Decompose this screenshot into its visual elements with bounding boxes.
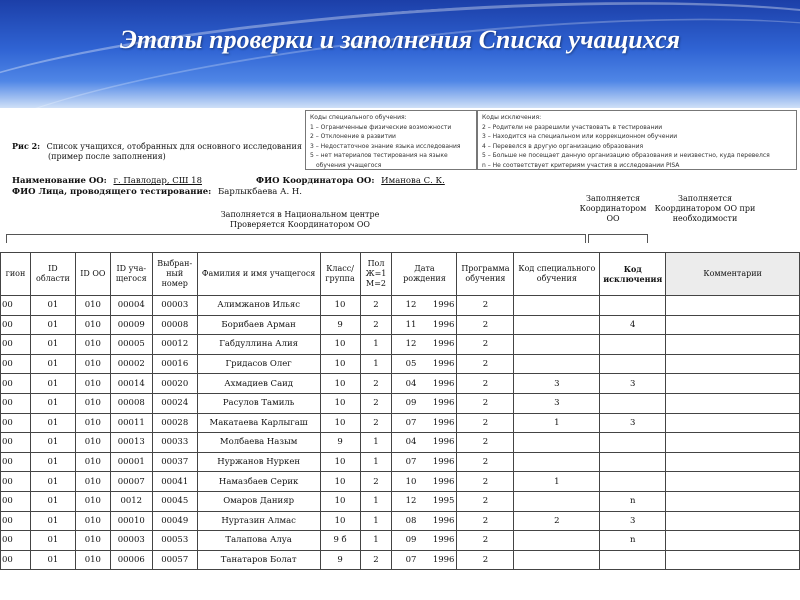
special-code-item: обучения учащегося: [316, 161, 382, 169]
special-code-item: 2 – Отклонение в развитии: [310, 133, 396, 140]
table-row: [1, 335, 800, 355]
org-label: Наименование ОО:: [12, 176, 107, 186]
optional-note-line2: Координатором ОО при: [654, 204, 756, 213]
cell-region-id: 01: [30, 335, 75, 355]
cell-school-id: 010: [75, 452, 110, 472]
header-exclusion-code: Код исключения: [600, 253, 666, 296]
special-code-item: 3 – Недостаточное знание языка исследования: [310, 142, 461, 150]
table-row: [1, 452, 800, 472]
table-body: [1, 296, 800, 570]
cell-exclusion-code: [600, 393, 666, 413]
birth-month: 04: [405, 378, 417, 389]
birth-year: 1996: [432, 319, 455, 330]
tester-line: [12, 187, 302, 197]
exclusion-codes-header: Коды исключения:: [482, 114, 542, 121]
cell-program: 2: [457, 393, 514, 413]
birth-year: 1996: [432, 476, 455, 487]
cell-grade: 9: [320, 315, 360, 335]
optional-note-line1: Заполняется: [677, 194, 733, 203]
cell-region-id: 01: [30, 433, 75, 453]
coordinator-note-line1: Заполняется: [585, 194, 641, 203]
cell-program: 2: [457, 296, 514, 316]
cell-comments: [666, 531, 800, 551]
cell-student-name: Алимжанов Ильяс: [197, 296, 320, 316]
cell-student-name: Борибаев Арман: [197, 315, 320, 335]
cell-exclusion-code: n: [600, 491, 666, 511]
table-row: [1, 511, 800, 531]
cell-special-code: 3: [514, 374, 600, 394]
cell-region: 00: [1, 452, 31, 472]
cell-birth-date: [392, 374, 457, 394]
cell-region-id: 01: [30, 413, 75, 433]
cell-birth-date: [392, 472, 457, 492]
cell-selected-number: 00041: [152, 472, 197, 492]
cell-region: 00: [1, 550, 31, 570]
cell-exclusion-code: [600, 452, 666, 472]
figure-caption: [12, 141, 302, 151]
birth-year: 1996: [432, 555, 455, 566]
cell-program: 2: [457, 354, 514, 374]
birth-year: 1996: [432, 300, 455, 311]
birth-month: 08: [405, 515, 417, 526]
table-row: [1, 472, 800, 492]
cell-birth-date: [392, 393, 457, 413]
birth-month: 05: [405, 359, 417, 370]
coordinator-brace: [588, 234, 648, 243]
cell-birth-date: [392, 296, 457, 316]
special-codes-header: Коды специального обучения:: [310, 114, 407, 121]
coordinator-value: Иманова С. К.: [381, 176, 445, 186]
birth-month: 12: [405, 339, 417, 350]
cell-program: 2: [457, 335, 514, 355]
cell-grade: 10: [320, 296, 360, 316]
cell-program: 2: [457, 315, 514, 335]
cell-region: 00: [1, 472, 31, 492]
cell-gender: 1: [360, 491, 392, 511]
cell-birth-date: [392, 315, 457, 335]
cell-region: 00: [1, 413, 31, 433]
coordinator-line: [256, 176, 445, 186]
cell-program: 2: [457, 531, 514, 551]
cell-program: 2: [457, 433, 514, 453]
header-region-id: ID области: [30, 253, 75, 296]
cell-birth-date: [392, 452, 457, 472]
cell-special-code: [514, 452, 600, 472]
exclusion-code-item: 4 – Перевелся в другую организацию образования: [482, 142, 644, 150]
birth-month: 12: [405, 300, 417, 311]
cell-special-code: [514, 531, 600, 551]
table-row: [1, 296, 800, 316]
cell-student-id: 00003: [110, 531, 152, 551]
cell-region: 00: [1, 433, 31, 453]
cell-comments: [666, 335, 800, 355]
cell-region: 00: [1, 511, 31, 531]
cell-birth-date: [392, 511, 457, 531]
cell-grade: 10: [320, 472, 360, 492]
header-student-id: ID уча-щегося: [110, 253, 152, 296]
birth-year: 1996: [432, 398, 455, 409]
cell-special-code: 1: [514, 413, 600, 433]
optional-note-line3: необходимости: [672, 214, 738, 223]
cell-grade: 10: [320, 374, 360, 394]
cell-selected-number: 00016: [152, 354, 197, 374]
org-line: [12, 176, 202, 186]
birth-month: 07: [405, 457, 417, 468]
cell-program: 2: [457, 491, 514, 511]
cell-student-id: 00004: [110, 296, 152, 316]
cell-exclusion-code: [600, 433, 666, 453]
cell-grade: 10: [320, 354, 360, 374]
exclusion-code-item: 5 – Больше не посещает данную организацию образования и неизвестно, куда перевелся: [482, 152, 770, 159]
birth-month: 04: [405, 437, 417, 448]
cell-exclusion-code: 4: [600, 315, 666, 335]
cell-gender: 1: [360, 531, 392, 551]
header-program: Программа обучения: [457, 253, 514, 296]
slide-banner: [0, 0, 800, 108]
table-row: [1, 433, 800, 453]
cell-grade: 10: [320, 491, 360, 511]
cell-comments: [666, 452, 800, 472]
cell-region-id: 01: [30, 393, 75, 413]
national-center-note: [210, 210, 390, 230]
cell-selected-number: 00024: [152, 393, 197, 413]
figure-label: Рис 2:: [12, 141, 41, 151]
exclusion-codes-box: [477, 110, 797, 170]
national-center-note-line1: Заполняется в Национальном центре: [220, 210, 380, 219]
cell-region-id: 01: [30, 296, 75, 316]
cell-exclusion-code: 3: [600, 413, 666, 433]
cell-gender: 2: [360, 296, 392, 316]
cell-selected-number: 00053: [152, 531, 197, 551]
cell-grade: 10: [320, 413, 360, 433]
cell-region-id: 01: [30, 491, 75, 511]
cell-student-name: Нуртазин Алмас: [197, 511, 320, 531]
cell-grade: 10: [320, 452, 360, 472]
header-region: гион: [1, 253, 31, 296]
coordinator-note: [570, 194, 656, 224]
header-school-id: ID ОО: [75, 253, 110, 296]
national-center-note-line2: Проверяется Координатором ОО: [230, 220, 370, 229]
table-row: [1, 413, 800, 433]
cell-student-id: 00005: [110, 335, 152, 355]
coordinator-note-line2: Координатором: [579, 204, 647, 213]
cell-grade: 9 б: [320, 531, 360, 551]
special-codes-box: [305, 110, 477, 170]
cell-school-id: 010: [75, 296, 110, 316]
cell-student-id: 00014: [110, 374, 152, 394]
cell-region: 00: [1, 393, 31, 413]
cell-special-code: 3: [514, 393, 600, 413]
student-list-table: [0, 252, 800, 570]
cell-comments: [666, 354, 800, 374]
cell-school-id: 010: [75, 511, 110, 531]
cell-comments: [666, 511, 800, 531]
cell-gender: 1: [360, 335, 392, 355]
exclusion-code-item: 2 – Родители не разрешили участвовать в тестировании: [482, 123, 663, 131]
birth-year: 1995: [432, 496, 455, 507]
cell-program: 2: [457, 452, 514, 472]
cell-gender: 2: [360, 472, 392, 492]
header-special-code: Код специального обучения: [514, 253, 600, 296]
table-row: [1, 550, 800, 570]
cell-comments: [666, 413, 800, 433]
cell-region: 00: [1, 315, 31, 335]
cell-comments: [666, 472, 800, 492]
optional-note: [650, 194, 760, 224]
cell-selected-number: 00033: [152, 433, 197, 453]
cell-birth-date: [392, 335, 457, 355]
table-row: [1, 315, 800, 335]
cell-exclusion-code: [600, 296, 666, 316]
coordinator-label: ФИО Координатора ОО:: [256, 176, 375, 186]
cell-student-name: Омаров Данияр: [197, 491, 320, 511]
header-comments: Комментарии: [666, 253, 800, 296]
birth-year: 1996: [432, 339, 455, 350]
header-grade: Класс/ группа: [320, 253, 360, 296]
birth-month: 07: [405, 417, 417, 428]
cell-selected-number: 00003: [152, 296, 197, 316]
slide-title: Этапы проверки и заполнения Списка учащихся: [119, 25, 681, 54]
coordinator-note-line3: ОО: [606, 214, 620, 223]
cell-school-id: 010: [75, 374, 110, 394]
cell-selected-number: 00057: [152, 550, 197, 570]
cell-student-name: Габдуллина Алия: [197, 335, 320, 355]
cell-student-name: Намазбаев Серик: [197, 472, 320, 492]
cell-exclusion-code: [600, 335, 666, 355]
cell-school-id: 010: [75, 433, 110, 453]
cell-student-id: 00007: [110, 472, 152, 492]
cell-student-name: Танатаров Болат: [197, 550, 320, 570]
cell-special-code: [514, 354, 600, 374]
table-row: [1, 393, 800, 413]
cell-student-name: Талапова Алуа: [197, 531, 320, 551]
cell-student-id: 0012: [110, 491, 152, 511]
cell-selected-number: 00020: [152, 374, 197, 394]
cell-comments: [666, 491, 800, 511]
cell-special-code: [514, 433, 600, 453]
cell-student-name: Нуржанов Нуркен: [197, 452, 320, 472]
cell-birth-date: [392, 550, 457, 570]
header-selected-number: Выбран-ный номер: [152, 253, 197, 296]
cell-grade: 10: [320, 335, 360, 355]
cell-special-code: [514, 491, 600, 511]
cell-comments: [666, 393, 800, 413]
cell-region-id: 01: [30, 354, 75, 374]
cell-selected-number: 00045: [152, 491, 197, 511]
cell-student-name: Молбаева Назым: [197, 433, 320, 453]
birth-year: 1996: [432, 417, 455, 428]
cell-student-id: 00010: [110, 511, 152, 531]
cell-birth-date: [392, 433, 457, 453]
cell-comments: [666, 433, 800, 453]
header-student-name: Фамилия и имя учащегося: [197, 253, 320, 296]
exclusion-code-item: n – Не соответствует критериям участия в исследовании PISA: [482, 161, 680, 169]
cell-grade: 9: [320, 550, 360, 570]
birth-year: 1996: [432, 359, 455, 370]
cell-school-id: 010: [75, 531, 110, 551]
birth-month: 10: [405, 476, 417, 487]
cell-gender: 2: [360, 315, 392, 335]
table-header-row: [1, 253, 800, 296]
cell-region-id: 01: [30, 472, 75, 492]
national-center-brace: [6, 234, 586, 243]
cell-gender: 2: [360, 374, 392, 394]
birth-year: 1996: [432, 535, 455, 546]
birth-year: 1996: [432, 457, 455, 468]
cell-student-name: Макатаева Карлыгаш: [197, 413, 320, 433]
cell-region-id: 01: [30, 550, 75, 570]
cell-region: 00: [1, 491, 31, 511]
cell-exclusion-code: n: [600, 531, 666, 551]
cell-exclusion-code: [600, 472, 666, 492]
cell-school-id: 010: [75, 491, 110, 511]
cell-gender: 2: [360, 413, 392, 433]
cell-birth-date: [392, 531, 457, 551]
cell-grade: 9: [320, 433, 360, 453]
cell-special-code: [514, 296, 600, 316]
cell-special-code: 2: [514, 511, 600, 531]
cell-special-code: [514, 550, 600, 570]
header-gender: Пол Ж=1 М=2: [360, 253, 392, 296]
cell-region: 00: [1, 354, 31, 374]
cell-gender: 2: [360, 550, 392, 570]
birth-month: 07: [405, 555, 417, 566]
cell-school-id: 010: [75, 354, 110, 374]
cell-student-name: Ахмадиев Саид: [197, 374, 320, 394]
table-row: [1, 531, 800, 551]
cell-special-code: [514, 335, 600, 355]
cell-birth-date: [392, 354, 457, 374]
cell-gender: 1: [360, 354, 392, 374]
cell-exclusion-code: [600, 550, 666, 570]
tester-label: ФИО Лица, проводящего тестирование:: [12, 187, 212, 197]
birth-year: 1996: [432, 437, 455, 448]
cell-student-id: 00002: [110, 354, 152, 374]
cell-region: 00: [1, 335, 31, 355]
cell-grade: 10: [320, 393, 360, 413]
cell-student-id: 00008: [110, 393, 152, 413]
cell-selected-number: 00008: [152, 315, 197, 335]
special-code-item: 5 – нет материалов тестирования на языке: [310, 152, 448, 159]
cell-school-id: 010: [75, 335, 110, 355]
document-scan: [0, 108, 800, 600]
cell-selected-number: 00037: [152, 452, 197, 472]
birth-month: 09: [405, 535, 417, 546]
cell-comments: [666, 374, 800, 394]
figure-text-line1: Список учащихся, отобранных для основного исследования: [46, 142, 302, 151]
cell-comments: [666, 550, 800, 570]
table-row: [1, 354, 800, 374]
birth-month: 11: [405, 319, 417, 330]
cell-student-id: 00006: [110, 550, 152, 570]
figure-text-line2: (пример после заполнения): [48, 152, 166, 161]
cell-student-name: Расулов Тамиль: [197, 393, 320, 413]
cell-school-id: 010: [75, 472, 110, 492]
cell-gender: 1: [360, 433, 392, 453]
cell-gender: 1: [360, 511, 392, 531]
cell-gender: 1: [360, 452, 392, 472]
cell-program: 2: [457, 550, 514, 570]
cell-student-id: 00011: [110, 413, 152, 433]
birth-month: 12: [405, 496, 417, 507]
cell-student-id: 00013: [110, 433, 152, 453]
cell-region-id: 01: [30, 511, 75, 531]
cell-student-id: 00001: [110, 452, 152, 472]
cell-school-id: 010: [75, 315, 110, 335]
header-birth-date: Дата рождения: [392, 253, 457, 296]
tester-value: Барлыкбаева А. Н.: [218, 187, 302, 197]
birth-month: 09: [405, 398, 417, 409]
cell-region: 00: [1, 374, 31, 394]
cell-region: 00: [1, 296, 31, 316]
cell-selected-number: 00028: [152, 413, 197, 433]
birth-year: 1996: [432, 515, 455, 526]
cell-special-code: 1: [514, 472, 600, 492]
cell-region-id: 01: [30, 452, 75, 472]
cell-student-name: Гридасов Олег: [197, 354, 320, 374]
cell-exclusion-code: [600, 354, 666, 374]
special-code-item: 1 – Ограниченные физические возможности: [310, 123, 452, 131]
cell-exclusion-code: 3: [600, 374, 666, 394]
cell-program: 2: [457, 413, 514, 433]
cell-region: 00: [1, 531, 31, 551]
cell-program: 2: [457, 374, 514, 394]
cell-region-id: 01: [30, 531, 75, 551]
cell-gender: 2: [360, 393, 392, 413]
table-row: [1, 374, 800, 394]
cell-comments: [666, 296, 800, 316]
cell-school-id: 010: [75, 393, 110, 413]
cell-grade: 10: [320, 511, 360, 531]
cell-birth-date: [392, 413, 457, 433]
cell-school-id: 010: [75, 413, 110, 433]
cell-selected-number: 00012: [152, 335, 197, 355]
cell-school-id: 010: [75, 550, 110, 570]
table-row: [1, 491, 800, 511]
cell-region-id: 01: [30, 374, 75, 394]
cell-birth-date: [392, 491, 457, 511]
cell-program: 2: [457, 472, 514, 492]
cell-exclusion-code: 3: [600, 511, 666, 531]
org-value: г. Павлодар, СШ 18: [113, 176, 202, 186]
cell-special-code: [514, 315, 600, 335]
exclusion-code-item: 3 – Находится на специальном или коррекционном обучении: [482, 133, 678, 140]
birth-year: 1996: [432, 378, 455, 389]
cell-region-id: 01: [30, 315, 75, 335]
cell-comments: [666, 315, 800, 335]
cell-student-id: 00009: [110, 315, 152, 335]
cell-selected-number: 00049: [152, 511, 197, 531]
cell-program: 2: [457, 511, 514, 531]
